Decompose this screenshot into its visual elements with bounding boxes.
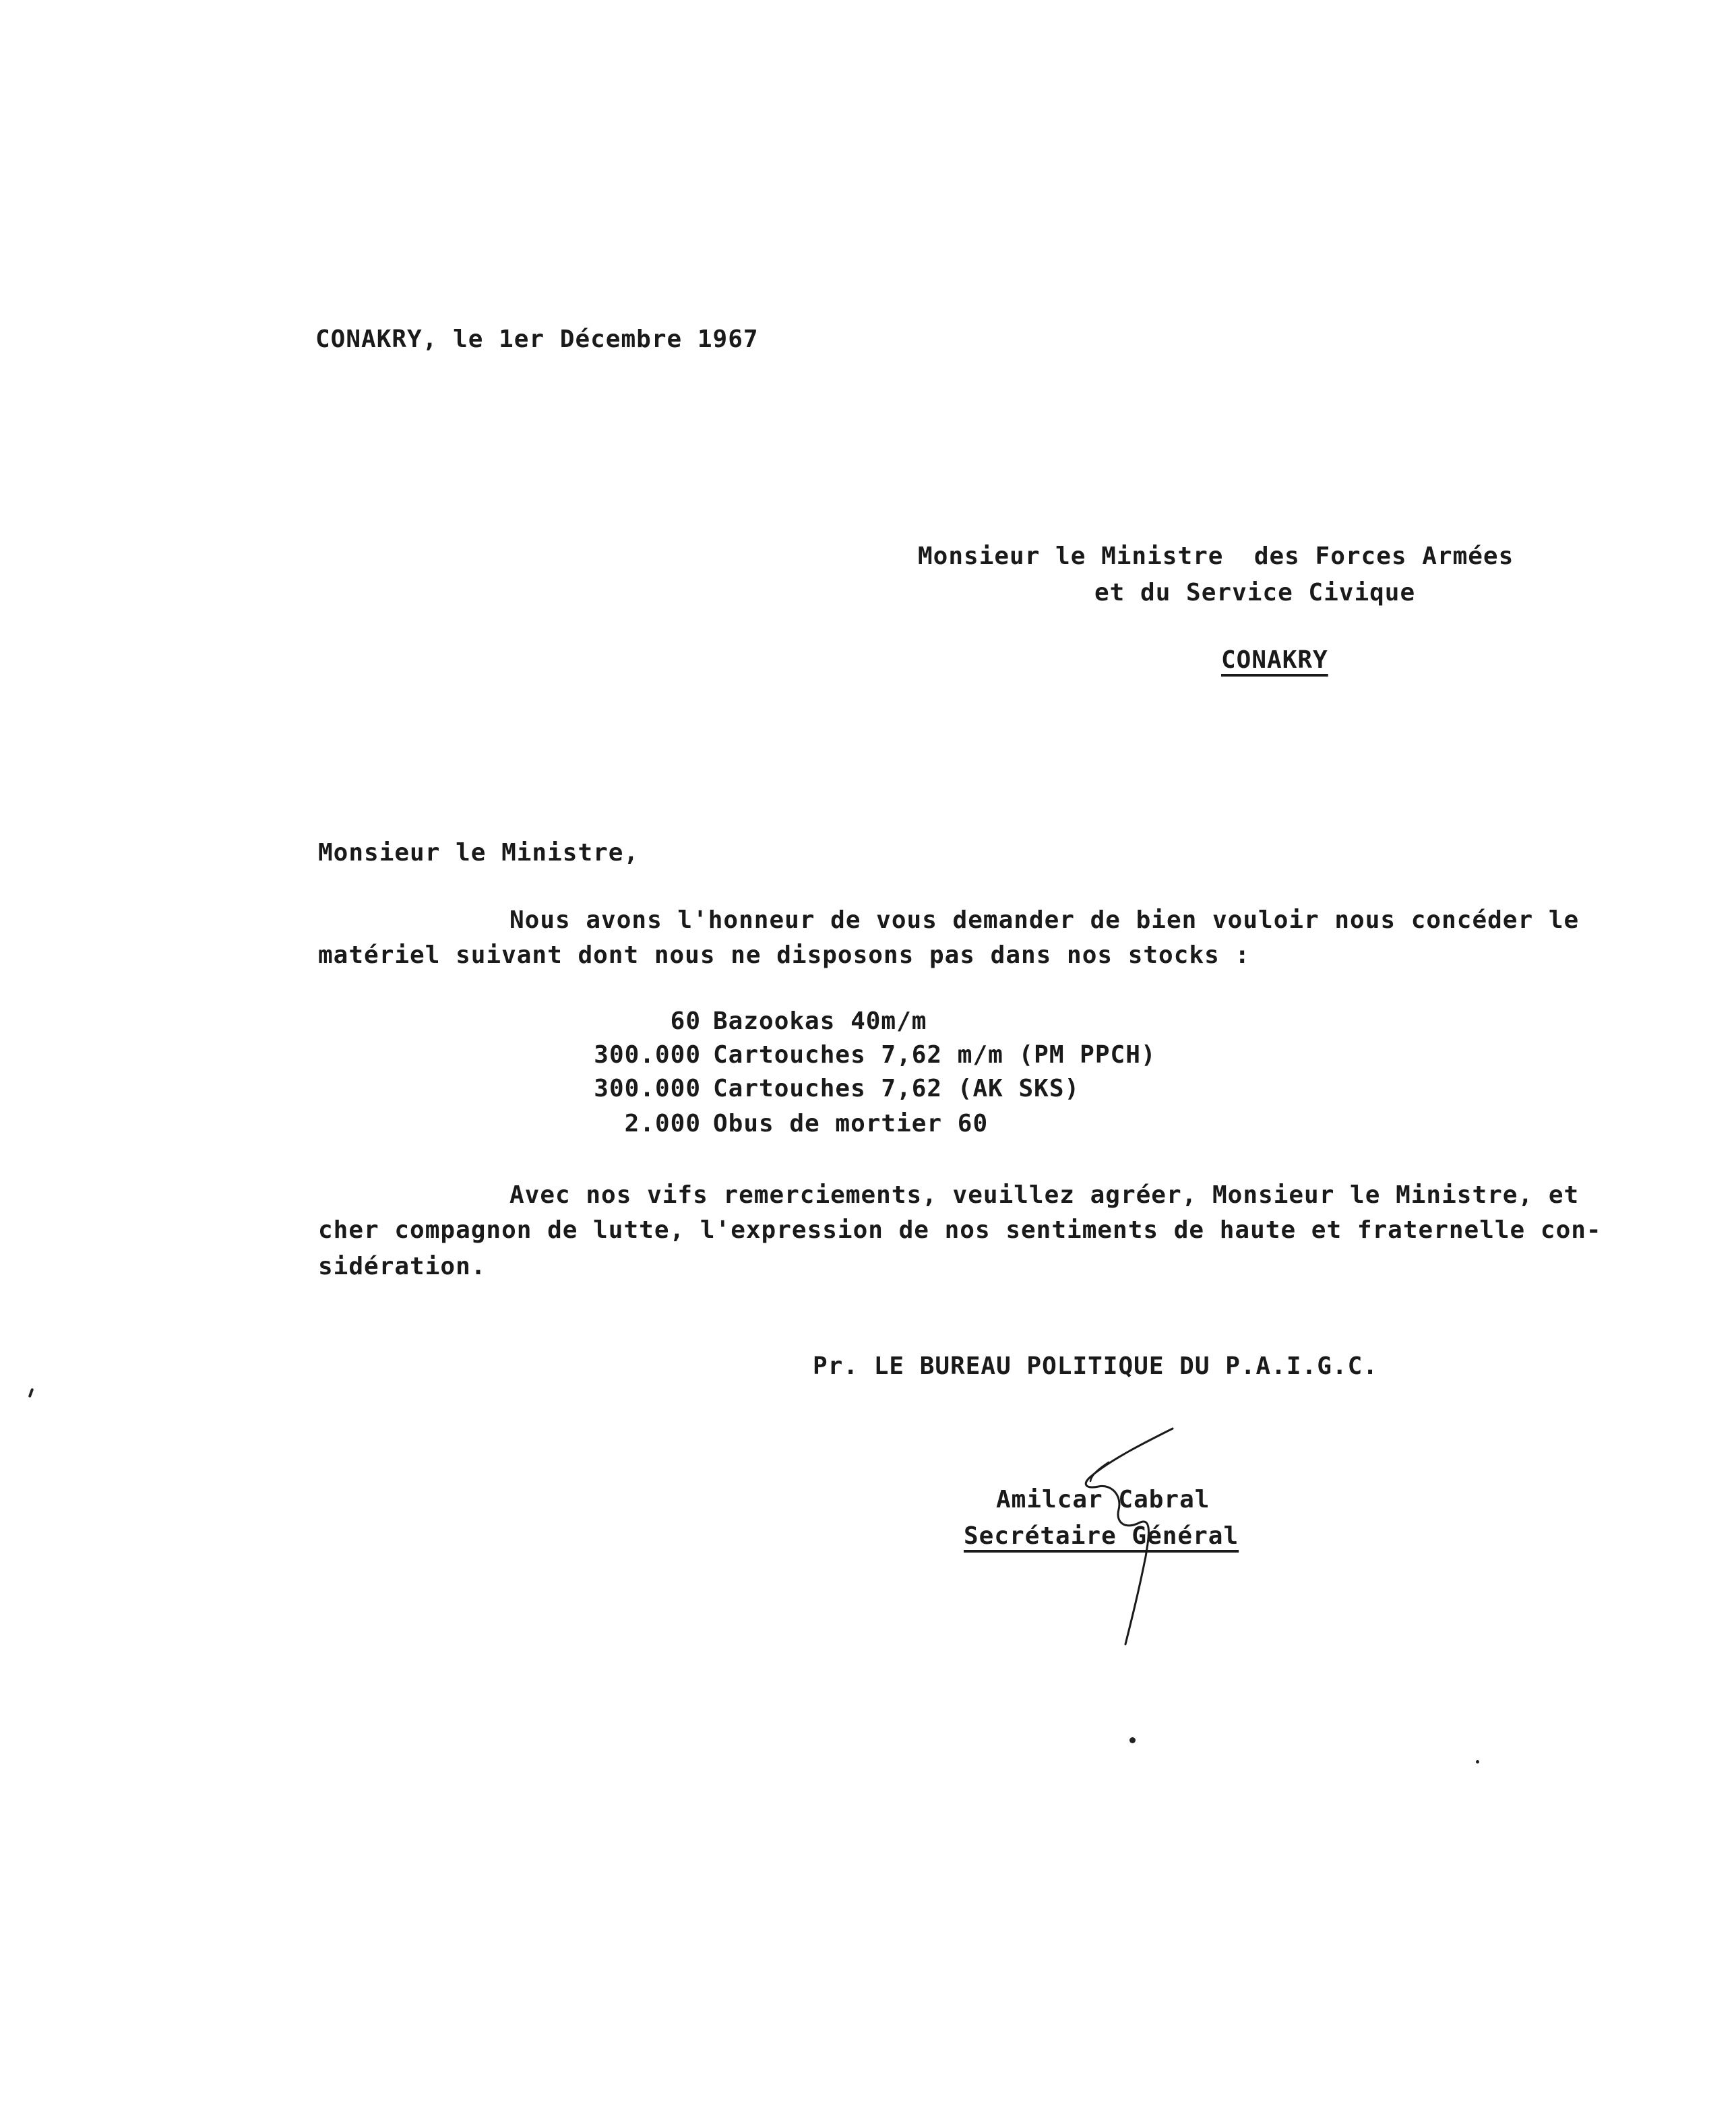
recipient-line-2: et du Service Civique	[1094, 579, 1416, 606]
item-qty: 300.000	[594, 1041, 701, 1069]
ink-speck	[1476, 1760, 1479, 1763]
recipient-line-1: Monsieur le Ministre des Forces Armées	[918, 542, 1514, 570]
salutation: Monsieur le Ministre,	[318, 839, 640, 867]
body-line-2: matériel suivant dont nous ne disposons pas dans nos stocks :	[318, 941, 1251, 969]
signatory-name: Amilcar Cabral	[996, 1486, 1210, 1513]
item-desc: Bazookas 40m/m	[713, 1007, 927, 1035]
ink-speck	[28, 1388, 34, 1398]
item-desc: Cartouches 7,62 m/m (PM PPCH)	[713, 1041, 1156, 1069]
place-date: CONAKRY, le 1er Décembre 1967	[315, 325, 759, 353]
sender: Pr. LE BUREAU POLITIQUE DU P.A.I.G.C.	[813, 1352, 1378, 1380]
body-line-1: Nous avons l'honneur de vous demander de bien vouloir nous concéder le	[509, 906, 1580, 934]
closing-line-2: cher compagnon de lutte, l'expression de nos sentiments de haute et fraternelle con-	[318, 1216, 1602, 1244]
item-qty: 2.000	[624, 1110, 701, 1137]
closing-line-3: sidération.	[318, 1253, 487, 1280]
handwritten-signature	[1072, 1422, 1193, 1651]
item-qty: 300.000	[594, 1075, 701, 1102]
closing-line-1: Avec nos vifs remerciements, veuillez agréer, Monsieur le Ministre, et	[509, 1181, 1580, 1209]
item-qty: 60	[670, 1007, 701, 1035]
item-desc: Obus de mortier 60	[713, 1110, 989, 1137]
ink-speck	[1129, 1737, 1136, 1743]
recipient-city: CONAKRY	[1221, 646, 1328, 674]
signatory-title: Secrétaire Général	[964, 1522, 1239, 1550]
item-desc: Cartouches 7,62 (AK SKS)	[713, 1075, 1080, 1102]
